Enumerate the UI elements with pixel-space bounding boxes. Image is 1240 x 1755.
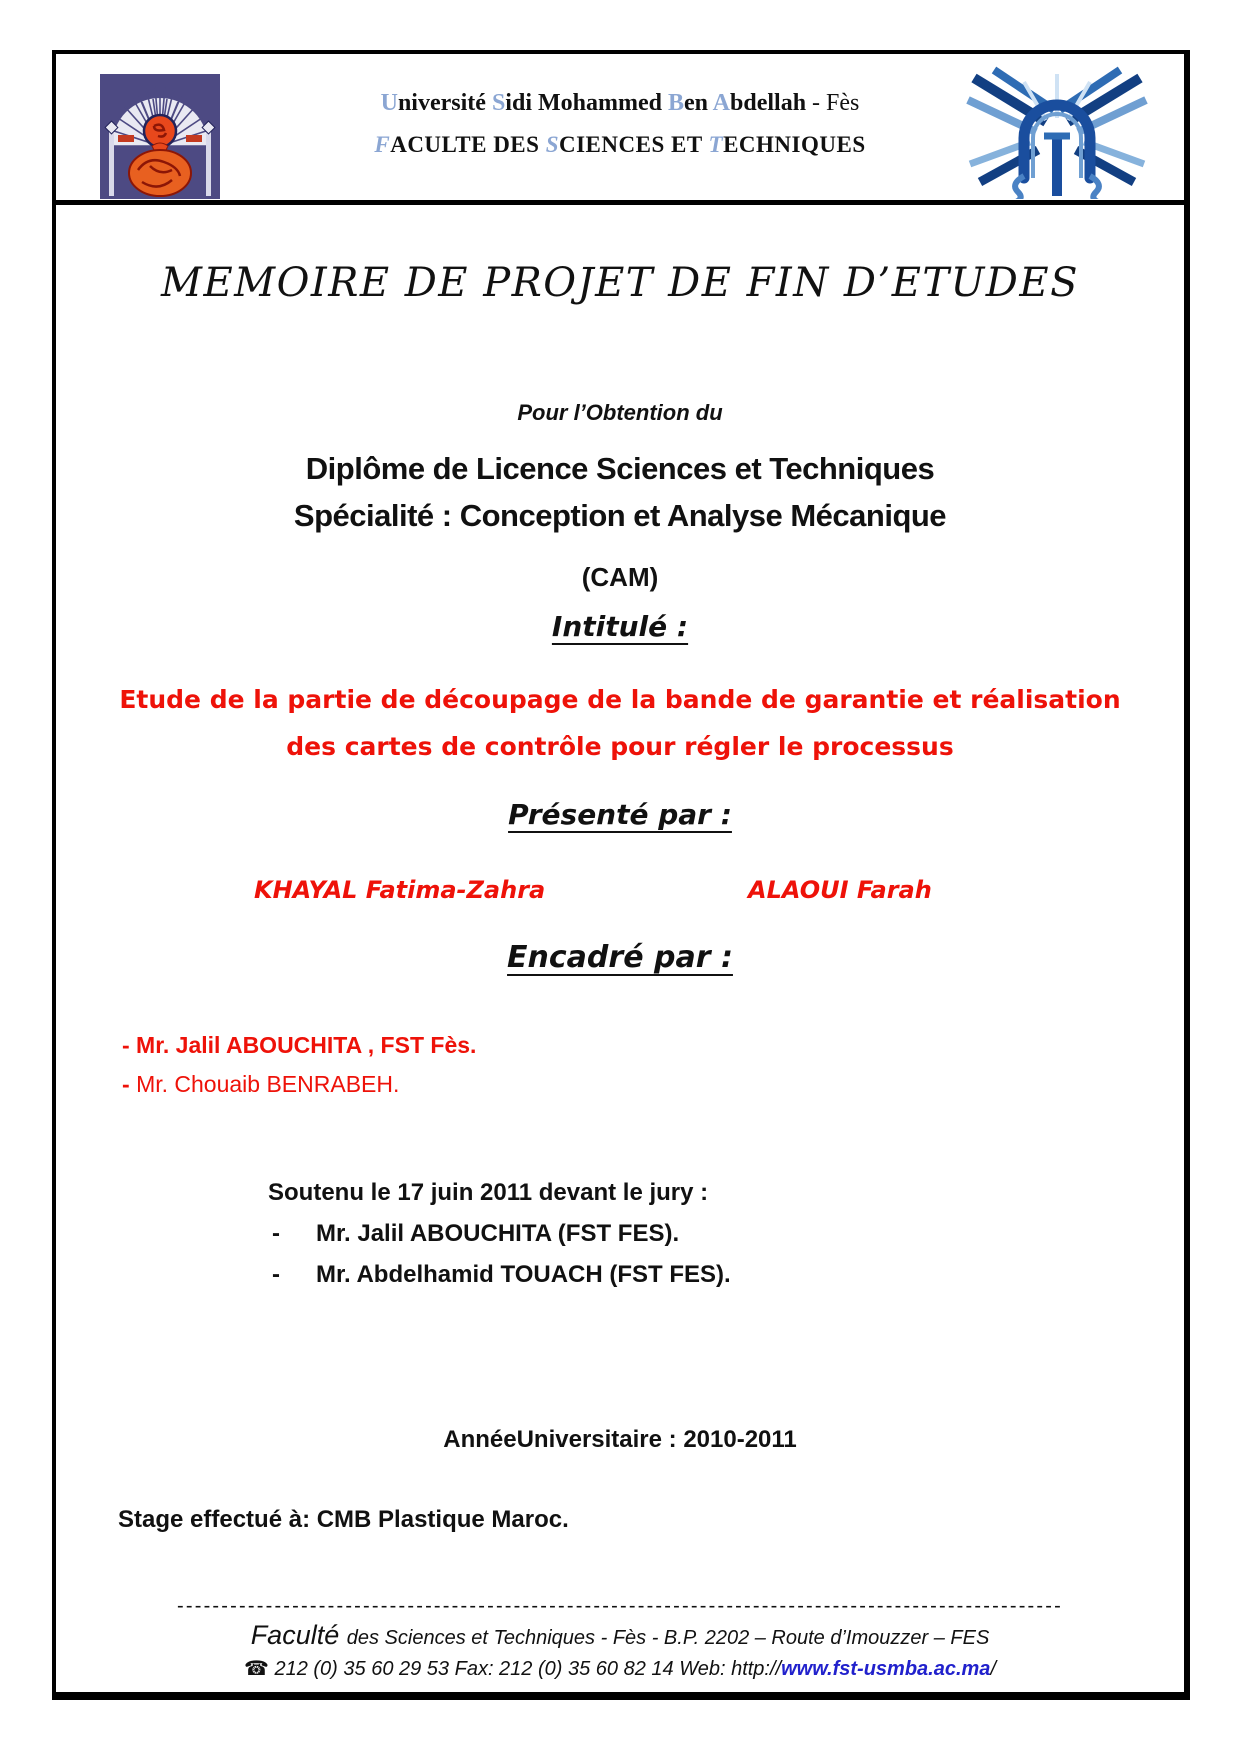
presented-by-label: Présenté par : [508,798,732,831]
fst-fes-logo [962,66,1152,199]
subject-label: Intitulé : [551,610,689,643]
page-border [52,50,1190,1700]
thesis-title-line1: Etude de la partie de découpage de la bande de garantie et réalisation [119,685,1121,714]
students-row [56,876,1184,910]
diploma-title [56,445,1184,539]
list-dash: - [272,1261,280,1288]
academic-year: AnnéeUniversitaire : 2010-2011 [443,1426,797,1453]
diploma-line2: Spécialité : Conception et Analyse Mécanique [293,498,947,533]
internship-location: Stage effectué à: CMB Plastique Maroc. [118,1506,569,1533]
jury-member-1: Mr. Jalil ABOUCHITA (FST FES). [316,1220,680,1247]
supervisors-list [122,1026,476,1104]
jury-member-2: Mr. Abdelhamid TOUACH (FST FES). [316,1261,731,1288]
usmba-emblem-icon [100,74,220,199]
supervisor-1: - Mr. Jalil ABOUCHITA , FST Fès. [122,1032,477,1058]
jury-member-row [268,1254,731,1295]
faculty-name: FACULTE DES SCIENCES ET TECHNIQUES [374,132,866,157]
obtention-subtitle: Pour l’Obtention du [517,400,723,425]
jury-intro: Soutenu le 17 juin 2011 devant le jury : [268,1179,709,1206]
supervisor-2: - Mr. Chouaib BENRABEH. [122,1071,400,1097]
list-dash: - [272,1220,280,1247]
usmba-emblem-logo [100,74,220,199]
thesis-subject-title [56,676,1184,770]
header-titles [286,90,954,158]
jury-member-row [268,1213,731,1254]
student-name-1: KHAYAL Fatima-Zahra [254,876,546,904]
diploma-line1: Diplôme de Licence Sciences et Techniques [305,451,935,486]
specialty-acronym: (CAM) [581,562,659,592]
university-name: Université Sidi Mohammed Ben Abdellah - Fès [380,90,860,116]
footer-contact-line: ☎ 212 (0) 35 60 29 53 Fax: 212 (0) 35 60 82 14 Web: http://www.fst-usmba.ac.ma/ [244,1658,996,1680]
jury-section [268,1172,731,1295]
footer-dashed-divider: ---------------------------------------------------------------------------------------------------- [176,1595,1063,1617]
thesis-title-line2: des cartes de contrôle pour régler le processus [286,732,954,761]
supervised-by-label: Encadré par : [507,940,733,975]
fst-logo-icon [962,66,1152,199]
footer-address-line: Faculté des Sciences et Techniques - Fès - B.P. 2202 – Route d’Imouzzer – FES [250,1620,990,1650]
page-title: MEMOIRE DE PROJET DE FIN D’ETUDES [161,260,1079,306]
website-link[interactable]: www.fst-usmba.ac.ma [781,1658,991,1680]
student-name-2: ALAOUI Farah [748,876,932,904]
header-divider [56,200,1184,205]
